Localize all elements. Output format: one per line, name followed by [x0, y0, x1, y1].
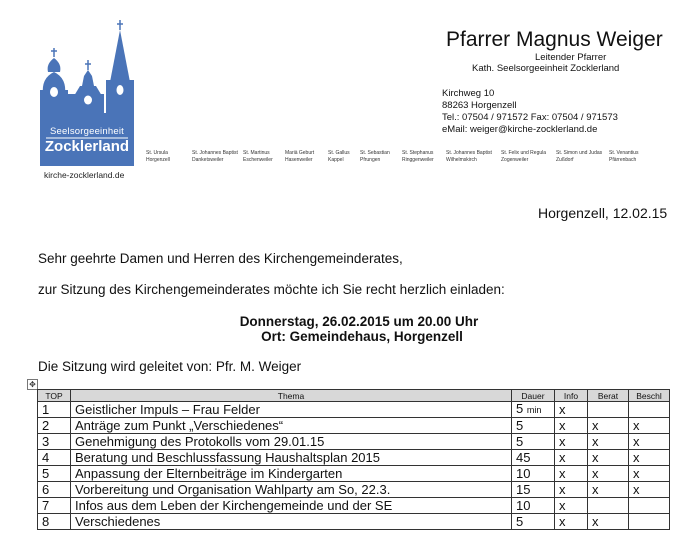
meeting-lead: Die Sitzung wird geleitet von: Pfr. M. Weiger: [38, 359, 302, 374]
agenda-berat-cell: [588, 450, 629, 466]
parish-name: St. Venantius: [609, 150, 639, 156]
agenda-beschl-cell-text: x: [633, 465, 640, 481]
logo-line1: Seelsorgeeinheit: [50, 126, 124, 137]
agenda-top-cell-text: 5: [42, 465, 50, 481]
agenda-info-cell: [555, 402, 588, 418]
parish-item: [360, 150, 402, 164]
agenda-beschl-cell-text: x: [633, 449, 640, 465]
agenda-info-cell: [555, 450, 588, 466]
agenda-info-cell-text: x: [559, 497, 566, 513]
agenda-beschl-cell-text: x: [633, 433, 640, 449]
agenda-dauer-cell: [512, 498, 555, 514]
agenda-row: [38, 450, 670, 466]
parish-place: Hasenweiler: [285, 157, 313, 163]
parish-item: [501, 150, 556, 164]
agenda-thema-cell: [71, 434, 512, 450]
agenda-top-cell-text: 7: [42, 497, 50, 513]
agenda-beschl-cell: [629, 514, 670, 530]
agenda-dauer-cell: [512, 402, 555, 418]
invitation-text: zur Sitzung des Kirchengemeinderates möchte ich Sie recht herzlich einladen:: [38, 282, 505, 297]
parish-place: Kappel: [328, 157, 344, 163]
agenda-beschl-cell: [629, 402, 670, 418]
agenda-top-cell: [38, 482, 71, 498]
agenda-thema-cell-text: Anträge zum Punkt „Verschiedenes“: [75, 417, 284, 433]
logo-line2: Zocklerland: [44, 138, 130, 155]
agenda-row: [38, 466, 670, 482]
agenda-top-cell-text: 1: [42, 401, 50, 417]
agenda-dauer-cell: [512, 466, 555, 482]
agenda-thema-cell: [71, 482, 512, 498]
agenda-info-cell-text: x: [559, 433, 566, 449]
header-dauer: Dauer: [512, 390, 555, 402]
header-top: TOP: [38, 390, 71, 402]
parish-place: Zußdorf: [556, 157, 574, 163]
sender-phone: Tel.: 07504 / 971572 Fax: 07504 / 971573: [442, 112, 618, 123]
agenda-thema-cell: [71, 450, 512, 466]
agenda-dauer-cell: [512, 450, 555, 466]
parish-item: [402, 150, 446, 164]
sender-org: Kath. Seelsorgeeinheit Zocklerland: [472, 63, 620, 74]
agenda-berat-cell: [588, 514, 629, 530]
agenda-beschl-cell-text: x: [633, 417, 640, 433]
meeting-date: Donnerstag, 26.02.2015 um 20.00 Uhr: [239, 314, 479, 329]
parish-place: Zogenweiler: [501, 157, 529, 163]
agenda-row: [38, 498, 670, 514]
agenda-thema-cell: [71, 514, 512, 530]
agenda-top-cell: [38, 418, 71, 434]
agenda-dauer-cell-text: 10: [516, 465, 531, 481]
agenda-info-cell: [555, 482, 588, 498]
agenda-berat-cell-text: x: [592, 417, 599, 433]
parish-item: [556, 150, 609, 164]
agenda-beschl-cell: [629, 434, 670, 450]
agenda-row: [38, 418, 670, 434]
agenda-dauer-cell-text: 45: [516, 449, 531, 465]
address-block: [442, 88, 618, 136]
letter-date: Horgenzell, 12.02.15: [538, 205, 668, 221]
parish-place: Horgenzell: [146, 157, 170, 163]
agenda-beschl-cell-text: x: [633, 481, 640, 497]
parish-item: [146, 150, 192, 164]
parish-place: Ringgenweiler: [402, 157, 434, 163]
agenda-berat-cell-text: x: [592, 513, 599, 529]
agenda-top-cell: [38, 514, 71, 530]
agenda-berat-cell: [588, 498, 629, 514]
parish-name: St. Felix und Regula: [501, 150, 547, 156]
agenda-thema-cell-text: Anpassung der Elternbeiträge im Kindergarten: [75, 465, 343, 481]
agenda-dauer-cell-text: 5: [516, 417, 524, 433]
agenda-info-cell-text: x: [559, 417, 566, 433]
agenda-top-cell-text: 4: [42, 449, 50, 465]
parish-item: [446, 150, 501, 164]
agenda-info-cell-text: x: [559, 401, 566, 417]
agenda-info-cell: [555, 466, 588, 482]
agenda-berat-cell-text: x: [592, 433, 599, 449]
agenda-berat-cell: [588, 418, 629, 434]
agenda-row: [38, 514, 670, 530]
agenda-top-cell-text: 2: [42, 417, 50, 433]
agenda-thema-cell-text: Genehmigung des Protokolls vom 29.01.15: [75, 433, 325, 449]
agenda-info-cell-text: x: [559, 513, 566, 529]
agenda-info-cell-text: x: [559, 465, 566, 481]
agenda-info-cell: [555, 514, 588, 530]
agenda-thema-cell-text: Verschiedenes: [75, 513, 161, 529]
parish-name: Mariä Geburt: [285, 150, 315, 156]
agenda-beschl-cell: [629, 418, 670, 434]
agenda-dauer-cell-text: 5: [516, 401, 524, 416]
header-info: Info: [555, 390, 588, 402]
parish-name: St. Johannes Baptist: [192, 150, 238, 156]
agenda-info-cell: [555, 418, 588, 434]
header-beschl: Beschl: [629, 390, 670, 402]
sender-role: Leitender Pfarrer: [535, 52, 607, 63]
agenda-dauer-cell: [512, 418, 555, 434]
agenda-info-cell-text: x: [559, 449, 566, 465]
agenda-top-cell: [38, 450, 71, 466]
agenda-top-cell: [38, 498, 71, 514]
parish-list: [146, 150, 649, 164]
parish-name: St. Martinus: [243, 150, 270, 156]
agenda-thema-cell: [71, 498, 512, 514]
parish-name: St. Simon und Judas: [556, 150, 603, 156]
agenda-dauer-cell-text: 10: [516, 497, 531, 513]
parish-name: St. Sebastian: [360, 150, 390, 156]
agenda-berat-cell-text: x: [592, 465, 599, 481]
agenda-berat-cell-text: x: [592, 449, 599, 465]
agenda-berat-cell: [588, 466, 629, 482]
table-move-handle-icon[interactable]: ✥: [27, 379, 38, 390]
agenda-header-row: [38, 390, 670, 402]
agenda-thema-cell: [71, 466, 512, 482]
agenda-row: [38, 402, 670, 418]
agenda-top-cell: [38, 402, 71, 418]
agenda-berat-cell: [588, 402, 629, 418]
agenda-thema-cell-text: Vorbereitung und Organisation Wahlparty am So, 22.3.: [75, 481, 391, 497]
parish-place: Wilhelmskirch: [446, 157, 477, 163]
agenda-dauer-cell: [512, 434, 555, 450]
logo-url: kirche-zocklerland.de: [44, 170, 125, 180]
agenda-dauer-cell: [512, 514, 555, 530]
sender-name: Pfarrer Magnus Weiger: [446, 28, 663, 51]
parish-name: St. Gallus: [328, 150, 350, 156]
agenda-beschl-cell: [629, 498, 670, 514]
agenda-berat-cell-text: x: [592, 481, 599, 497]
agenda-top-cell-text: 3: [42, 433, 50, 449]
agenda-beschl-cell: [629, 482, 670, 498]
header-berat: Berat: [588, 390, 629, 402]
agenda-thema-cell-text: Infos aus dem Leben der Kirchengemeinde und der SE: [75, 497, 393, 513]
parish-name: St. Ursula: [146, 150, 168, 156]
parish-place: Danketsweiler: [192, 157, 224, 163]
parish-place: Pfärrenbach: [609, 157, 637, 163]
parish-place: Pfrungen: [360, 157, 381, 163]
agenda-beschl-cell: [629, 466, 670, 482]
agenda-thema-cell-text: Beratung und Beschlussfassung Haushaltsplan 2015: [75, 449, 380, 465]
sender-city: 88263 Horgenzell: [442, 100, 517, 111]
agenda-top-cell-text: 6: [42, 481, 50, 497]
agenda-info-cell-text: x: [559, 481, 566, 497]
parish-name: St. Stephanus: [402, 150, 434, 156]
agenda-row: [38, 434, 670, 450]
header-thema: Thema: [71, 390, 512, 402]
parish-item: [328, 150, 360, 164]
agenda-table: [37, 389, 670, 530]
agenda-berat-cell: [588, 482, 629, 498]
meeting-place: Ort: Gemeindehaus, Horgenzell: [261, 329, 463, 344]
agenda-info-cell: [555, 434, 588, 450]
agenda-info-cell: [555, 498, 588, 514]
agenda-berat-cell: [588, 434, 629, 450]
agenda-thema-cell: [71, 402, 512, 418]
agenda-dauer-cell: [512, 482, 555, 498]
sender-street: Kirchweg 10: [442, 88, 495, 99]
parish-place: Eschenweiler: [243, 157, 273, 163]
agenda-thema-cell: [71, 418, 512, 434]
parish-name: St. Johannes Baptist: [446, 150, 492, 156]
parish-item: [285, 150, 328, 164]
agenda-top-cell-text: 8: [42, 513, 50, 529]
greeting: Sehr geehrte Damen und Herren des Kirchengemeinderates,: [38, 251, 403, 266]
agenda-dauer-cell-text: 5: [516, 433, 524, 449]
duration-unit: min: [526, 405, 542, 415]
parish-item: [192, 150, 243, 164]
agenda-top-cell: [38, 466, 71, 482]
agenda-beschl-cell: [629, 450, 670, 466]
agenda-thema-cell-text: Geistlicher Impuls – Frau Felder: [75, 401, 260, 417]
parish-item: [243, 150, 285, 164]
agenda-dauer-cell-text: 15: [516, 481, 531, 497]
agenda-top-cell: [38, 434, 71, 450]
agenda-dauer-cell-text: 5: [516, 513, 524, 529]
sender-email: eMail: weiger@kirche-zocklerland.de: [442, 124, 598, 135]
agenda-row: [38, 482, 670, 498]
parish-item: [609, 150, 649, 164]
